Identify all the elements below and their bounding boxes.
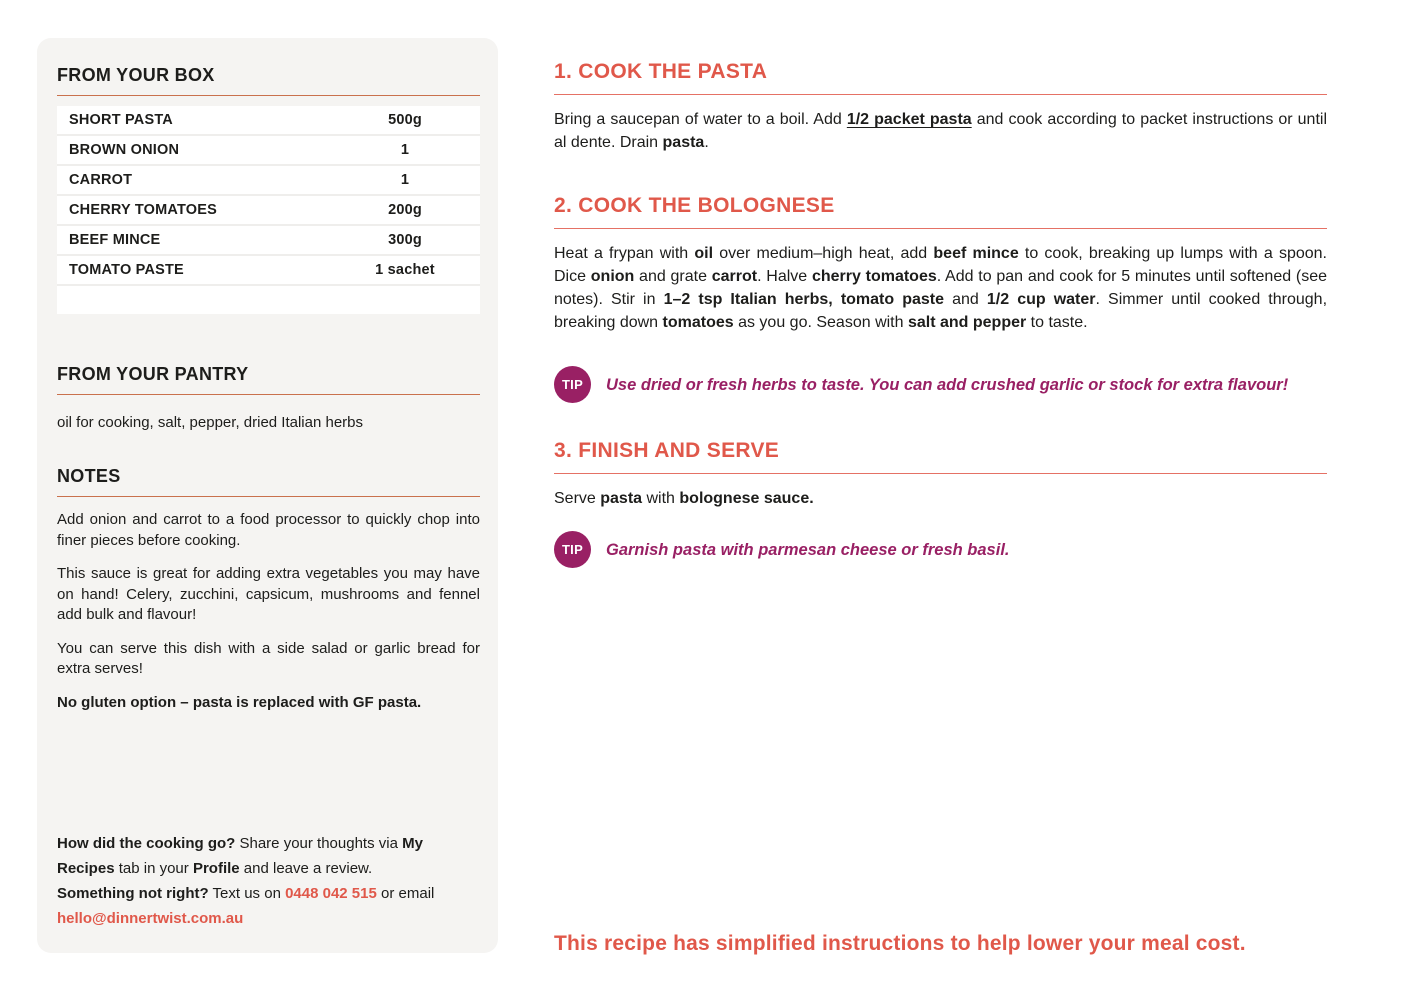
text-segment: How did the cooking go?: [57, 835, 236, 852]
text-segment: salt and pepper: [907, 314, 1027, 331]
from-your-pantry-title: FROM YOUR PANTRY: [57, 364, 249, 384]
text-segment: oil: [694, 245, 714, 262]
text-segment: Text us on: [208, 885, 286, 902]
note-paragraph: You can serve this dish with a side salad or garlic bread for extra serves!: [57, 639, 480, 677]
text-segment: . Add to pan and cook for 5 minutes until softened (see notes). Stir in: [554, 268, 1328, 308]
step-divider: [554, 228, 1327, 229]
feedback-paragraph: [57, 881, 480, 931]
contact-link[interactable]: 0448 042 515: [285, 885, 377, 902]
from-your-box-section: [57, 65, 480, 314]
section-divider: [57, 394, 480, 395]
pantry-items-text: oil for cooking, salt, pepper, dried Italian herbs: [57, 414, 364, 431]
text-segment: tab in your: [114, 860, 193, 877]
text-segment: Heat a frypan with: [554, 245, 695, 262]
from-your-box-title: FROM YOUR BOX: [57, 65, 215, 85]
text-segment: onion: [590, 268, 635, 285]
notes-title: NOTES: [57, 466, 121, 486]
step-divider: [554, 94, 1327, 95]
text-segment: Bring a saucepan of water to a boil. Add: [554, 111, 847, 128]
text-segment: Share your thoughts via: [235, 835, 403, 852]
text-segment: and grate: [634, 268, 712, 285]
text-segment: or email: [376, 885, 435, 902]
text-segment: with: [642, 490, 680, 507]
ingredients-table: [57, 106, 480, 314]
contact-link[interactable]: hello@dinnertwist.com.au: [57, 910, 244, 927]
text-segment: tomatoes: [662, 314, 734, 331]
tip-badge-icon: TIP: [554, 531, 591, 568]
ingredient-qty: 1 sachet: [375, 262, 435, 278]
text-segment: 1/2 cup water: [986, 291, 1096, 308]
ingredient-name: CHERRY TOMATOES: [69, 202, 218, 218]
text-segment: Profile: [192, 860, 240, 877]
step-1-body: [554, 108, 1327, 154]
text-segment: 1/2 packet pasta: [846, 111, 972, 128]
ingredient-name: CARROT: [69, 172, 133, 188]
section-divider: [57, 496, 480, 497]
table-row-empty: [57, 286, 480, 314]
text-segment: bolognese sauce.: [679, 490, 814, 507]
table-row: [57, 256, 480, 286]
table-row: [57, 226, 480, 256]
note-paragraph: This sauce is great for adding extra vegetables you may have on hand! Celery, zucchini, capsicum, mushrooms and fennel add bulk and flavour!: [57, 565, 480, 623]
tip-row: [554, 531, 1327, 568]
text-segment: beef mince: [933, 245, 1019, 262]
instructions-column: [554, 60, 1327, 956]
text-segment: . Halve: [757, 268, 812, 285]
ingredient-name: TOMATO PASTE: [69, 262, 184, 278]
step-3-section: [554, 439, 1327, 510]
gluten-option-note: No gluten option – pasta is replaced with GF pasta.: [57, 693, 422, 711]
ingredient-name: SHORT PASTA: [69, 112, 173, 128]
notes-section: [57, 466, 480, 713]
text-segment: and: [944, 291, 987, 308]
ingredient-qty: 1: [400, 142, 410, 158]
step-divider: [554, 473, 1327, 474]
tip-badge-icon: TIP: [554, 366, 591, 403]
tip-row: [554, 366, 1327, 403]
ingredient-qty: 1: [400, 172, 410, 188]
text-segment: carrot: [711, 268, 758, 285]
text-segment: pasta: [600, 490, 643, 507]
text-segment: 1–2 tsp Italian herbs, tomato paste: [663, 291, 945, 308]
text-segment: as you go. Season with: [733, 314, 908, 331]
text-segment: and leave a review.: [239, 860, 373, 877]
ingredient-qty: 300g: [388, 232, 422, 248]
text-segment: . Simmer until cooked through, breaking down: [554, 291, 1328, 331]
text-segment: My Recipes: [57, 835, 423, 877]
text-segment: to cook, breaking up lumps with a spoon. Dice: [554, 245, 1327, 285]
text-segment: pasta: [662, 134, 705, 151]
text-segment: cherry tomatoes: [811, 268, 937, 285]
step-2-heading: 2. COOK THE BOLOGNESE: [554, 194, 835, 217]
table-row: [57, 196, 480, 226]
simplified-instructions-note: This recipe has simplified instructions to help lower your meal cost.: [554, 932, 1246, 955]
step-1-heading: 1. COOK THE PASTA: [554, 60, 768, 83]
text-segment: over medium–high heat, add: [713, 245, 934, 262]
text-segment: to taste.: [1026, 314, 1088, 331]
step-1-section: [554, 60, 1327, 154]
step-2-section: [554, 194, 1327, 334]
table-row: [57, 106, 480, 136]
tip-text: Garnish pasta with parmesan cheese or fresh basil.: [606, 540, 1010, 559]
tip-text: Use dried or fresh herbs to taste. You can add crushed garlic or stock for extra flavour!: [606, 375, 1289, 394]
text-segment: .: [704, 134, 709, 151]
from-your-pantry-section: [57, 364, 480, 433]
ingredient-qty: 500g: [388, 112, 422, 128]
feedback-section: [57, 831, 480, 931]
table-row: [57, 166, 480, 196]
step-3-body: [554, 487, 1327, 510]
step-3-heading: 3. FINISH AND SERVE: [554, 439, 780, 462]
ingredient-name: BEEF MINCE: [69, 232, 161, 248]
text-segment: and cook according to packet instructions or until al dente. Drain: [554, 111, 1328, 151]
section-divider: [57, 95, 480, 96]
recipe-sidebar: [37, 38, 498, 953]
ingredient-qty: 200g: [388, 202, 422, 218]
text-segment: Something not right?: [57, 885, 209, 902]
note-paragraph: Add onion and carrot to a food processor to quickly chop into finer pieces before cooking.: [57, 511, 480, 549]
text-segment: Serve: [554, 490, 601, 507]
table-row: [57, 136, 480, 166]
ingredient-name: BROWN ONION: [69, 142, 180, 158]
step-2-body: [554, 242, 1327, 334]
feedback-paragraph: [57, 831, 480, 881]
